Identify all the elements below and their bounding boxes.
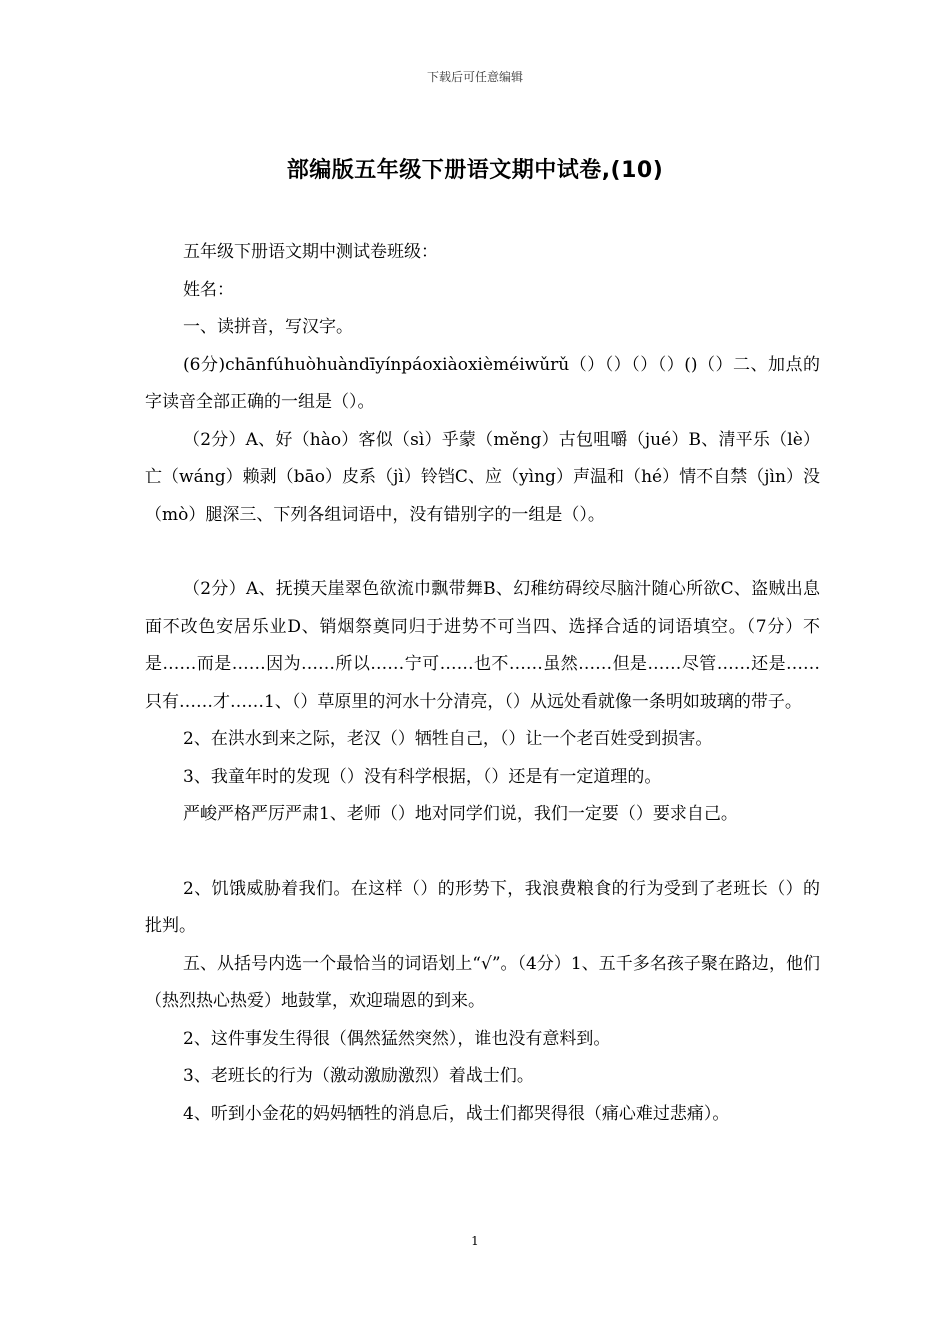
paragraph-gap — [145, 534, 820, 571]
question-4-item-2: 2、在洪水到来之际，老汉（）牺牲自己，（）让一个老百姓受到损害。 — [183, 729, 713, 749]
paragraph-class-line: 五年级下册语文期中测试卷班级： — [183, 242, 438, 262]
paragraph-name-line: 姓名： — [183, 279, 234, 300]
question-4-item-b2: 2、饥饿威胁着我们。在这样（）的形势下，我浪费粮食的行为受到了老班长（）的批判。 — [145, 878, 820, 936]
question-5-item-1: 五、从括号内选一个最恰当的词语划上“√”。（4分）1、五千多名孩子聚在路边，他们（热烈热心热爱）地鼓掌，欢迎瑞恩的到来。 — [145, 953, 820, 1011]
page-number: 1 — [471, 1234, 479, 1248]
question-3-options: （2分）A、抚摸天崖翠色欲流巾飘带舞B、幻稚纺碍绞尽脑汁随心所欲C、盗贼出息面不改色安居乐业D、销烟祭奠同归于进势不可当四、选择合适的词语填空。（7分）不是……而是……因为……所以……宁可……也不……虽然……但是……尽管……还是……只有……才……1、（）草原里的河水十分清亮，（）从远处看就像一条明如玻璃的带子。 — [145, 579, 820, 712]
question-4-item-3: 3、我童年时的发现（）没有科学根据，（）还是有一定道理的。 — [183, 766, 662, 787]
document-body — [145, 234, 820, 1133]
question-4-word-bank: 严峻严格严厉严肃1、老师（）地对同学们说，我们一定要（）要求自己。 — [183, 804, 738, 824]
question-1-heading: 一、读拼音，写汉字。 — [183, 317, 353, 337]
header-note: 下载后可任意编辑 — [426, 70, 523, 84]
question-1-pinyin: (6分)chānfúhuòhuàndīyínpáoxiàoxièméiwǔrǔ（）（）（）（）()（）二、加点的字读音全部正确的一组是（）。 — [145, 354, 820, 412]
question-5-item-3: 3、老班长的行为（激动激励激烈）着战士们。 — [183, 1066, 534, 1086]
question-5-item-4: 4、听到小金花的妈妈牺牲的消息后，战士们都哭得很（痛心难过悲痛）。 — [183, 1103, 730, 1124]
document-title: 部编版五年级下册语文期中试卷,(10) — [286, 158, 664, 183]
question-5-item-2: 2、这件事发生得很（偶然猛然突然），谁也没有意料到。 — [183, 1028, 611, 1049]
question-2-options: （2分）A、好（hào）客似（sì）乎蒙（měng）古包咀嚼（jué）B、清平乐（lè）亡（wáng）赖剥（bāo）皮系（jì）铃铛C、应（yìng）声温和（hé）情不自禁（jìn）没（mò）腿深三、下列各组词语中，没有错别字的一组是（）。 — [145, 429, 820, 525]
paragraph-gap — [145, 834, 820, 871]
